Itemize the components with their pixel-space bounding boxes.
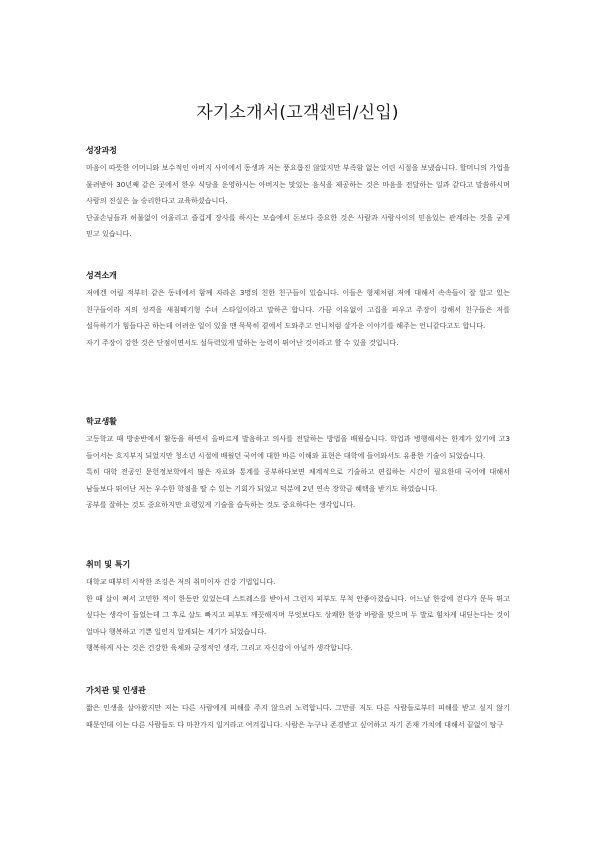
- section-growth: [86, 145, 510, 243]
- section-personality: [86, 270, 510, 351]
- section-heading: 성장과정: [86, 146, 117, 155]
- section-hobbies: [86, 559, 510, 657]
- section-paragraph: 대학교 때부터 시작한 조깅은 저의 취미이자 건강 기법입니다.: [86, 577, 276, 586]
- section-heading: 학교생활: [86, 417, 117, 426]
- section-paragraph: 특히 대학 전공인 문헌정보학에서 많은 자료와 통계를 공부하다보면 체계적으로 기술하고 편집하는 시간이 필요한데 국어에 대해서 남들보다 뛰어난 저는 우수한 학점을 딸 수 있는 기회가 되었고 덕분에 2년 연속 장학금 혜택을 받기도 하였습니다.: [86, 467, 510, 493]
- section-paragraph: 단골손님들과 허물없이 어울리고 즐겁게 장사를 하시는 모습에서 돈보다 중요한 것은 사람과 사람사이의 믿음있는 관계라는 것을 굳게 믿고 있습니다.: [86, 212, 510, 239]
- section-heading: 가치관 및 인생관: [86, 686, 146, 695]
- document-title: 자기소개서(고객센터/신입): [196, 103, 399, 123]
- section-paragraph: 짧은 인생을 살아왔지만 저는 다른 사람에게 피해를 주지 않으려 노력합니다. 그만큼 저도 다른 사람들로부터 피해를 받고 싶지 않기 때문인데 이는 다른 사람들도 다 마찬가지 일거라고 여겨집니다. 사람은 누구나 존경받고 싶어하고 자기 존재 가치에 대해서 끝없이 탐구: [86, 703, 510, 729]
- section-values: [86, 685, 510, 733]
- section-paragraph: 공부를 잘하는 것도 중요하지만 요령있게 기술을 습득하는 것도 중요하다는 생각입니다.: [86, 500, 356, 510]
- section-paragraph: 행복하게 사는 것은 건강한 육체와 긍정적인 생각, 그리고 자신감이 아닐까 생각합니다.: [86, 643, 353, 653]
- section-heading: 취미 및 특기: [86, 560, 131, 569]
- section-heading: 성격소개: [86, 271, 117, 280]
- section-paragraph: 저에겐 어릴 적부터 같은 동네에서 함께 자라온 3명의 친한 친구들이 있습니다. 이들은 형제처럼 저에 대해서 속속들이 잘 알고 있는 친구들이라 저의 성격을 새침떼기형 수녀 스타일이라고 말하곤 합니다. 가끔 이유없이 고집을 피우고 주장이 강해서 친구들은 저를 설득하기가 힘들다곤 하는데 어려운 일이 있을 땐 묵묵히 곁에서 도와주고 언니처럼 살가운 이야기를 해주는 언니같다고도 합니다.: [86, 288, 510, 331]
- section-paragraph: 마음이 따뜻한 어머니와 보수적인 아버지 사이에서 동생과 저는 풍요롭진 않았지만 부족함 없는 어린 시절을 보냈습니다. 할머니의 가업을 물려받아 30년째 같은 곳에서 한우 식당을 운영하시는 아버지는 맛있는 음식을 제공하는 것은 마음을 전달하는 일과 같다고 말씀하시며 사람의 진실은 늘 승리한다고 교육하셨습니다.: [86, 163, 510, 206]
- section-paragraph: 고등학교 때 방송반에서 활동을 하면서 올바르게 발음하고 의사를 전달하는 방법을 배웠습니다. 학업과 병행해서는 한계가 있기에 고3 들어서는 흐지부지 되었지만 청소년 시절에 배웠던 국어에 대한 바른 이해와 표현은 대학에 들어와서도 유용한 기술이 되었습니다.: [86, 434, 510, 460]
- section-paragraph: 자기 주장이 강한 것은 단점이면서도 설득력있게 말하는 능력이 뛰어난 것이라고 할 수 있을 것입니다.: [86, 337, 399, 347]
- section-school-life: [86, 416, 510, 514]
- section-paragraph: 한 때 살이 쪄서 고민한 적이 한동안 있었는데 스트레스를 받아서 그런지 피부도 무척 안좋아졌습니다. 어느날 한강에 걷다가 문득 뛰고 싶다는 생각이 들었는데 그 후로 살도 빠지고 피부도 깨끗해지며 무엇보다도 상쾌한 한강 바람을 맞으며 두 발로 힘차게 내딛는다는 것이 얼마나 행복하고 기쁜 일인지 알게되는 계기가 되었습니다.: [86, 593, 510, 636]
